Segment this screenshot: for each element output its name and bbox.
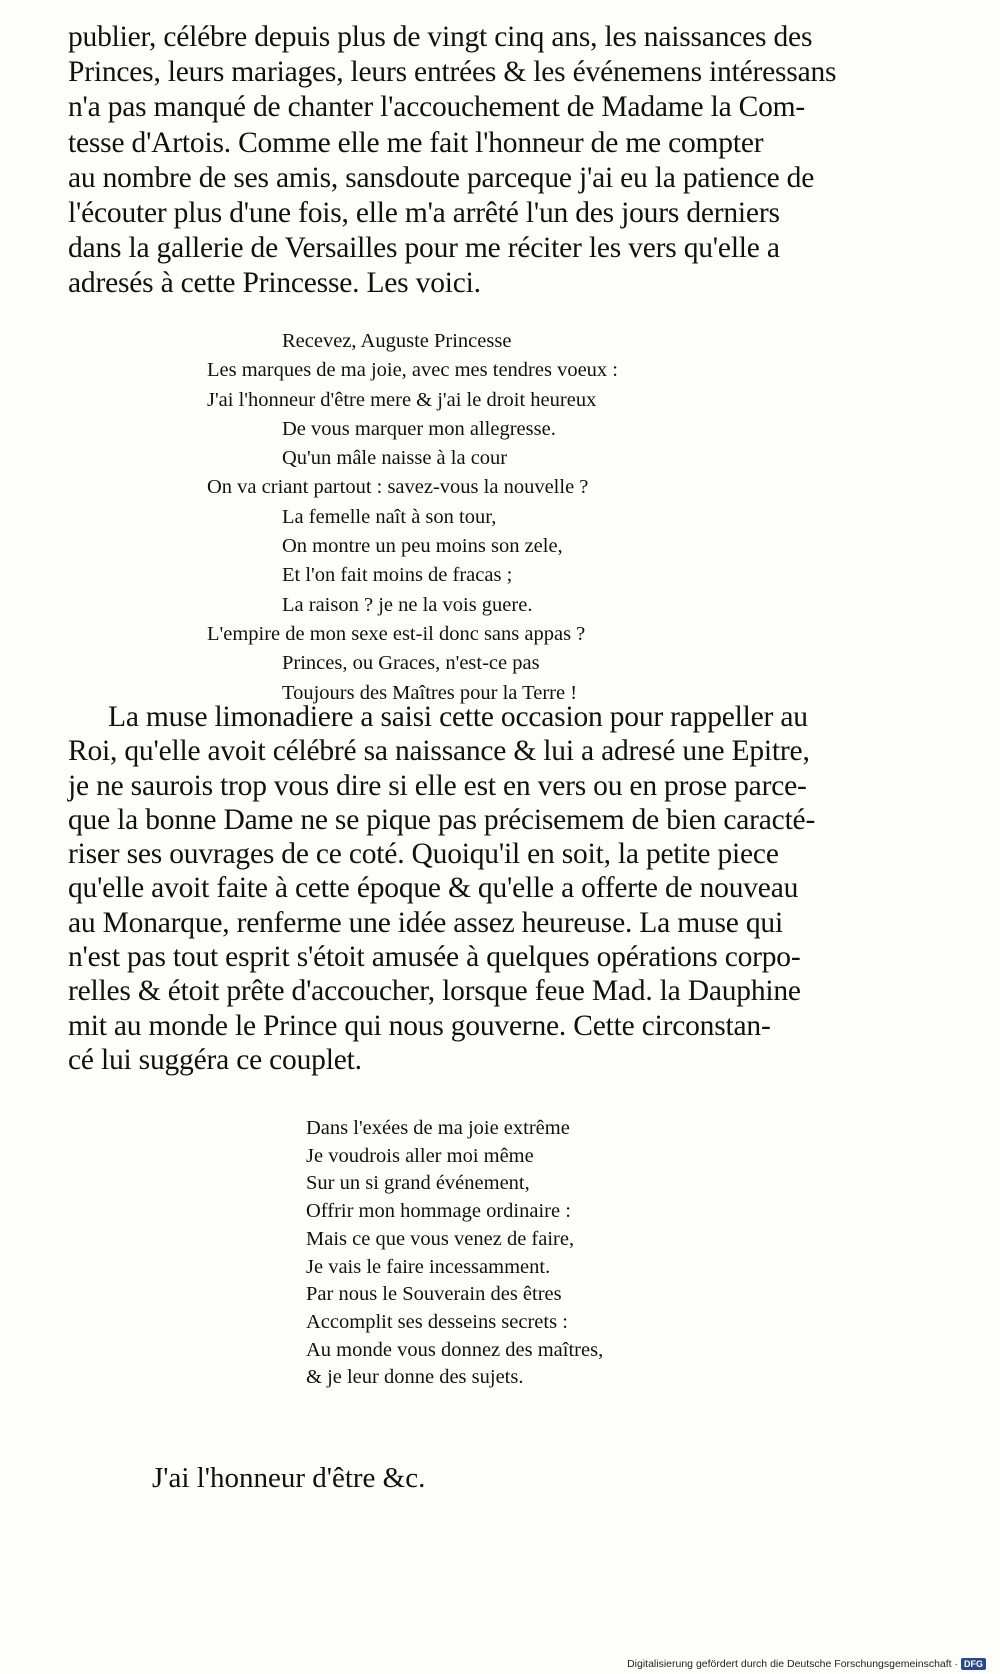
text-line: Roi, qu'elle avoit célébré sa naissance & lui a adresé une Epitre, bbox=[68, 735, 810, 768]
text-line: au nombre de ses amis, sansdoute parceque j'ai eu la patience de bbox=[68, 161, 815, 194]
verse-line: Princes, ou Graces, n'est-ce pas bbox=[282, 652, 540, 675]
verse-poem-1 bbox=[207, 327, 618, 708]
dfg-logo-icon: DFG bbox=[961, 1658, 986, 1670]
verse-line: Mais ce que vous venez de faire, bbox=[306, 1227, 575, 1250]
text-line: publier, célébre depuis plus de vingt cinq ans, les naissances des bbox=[68, 21, 813, 53]
text-line: qu'elle avoit faite à cette époque & qu'elle a offerte de nouveau bbox=[68, 872, 799, 905]
text-line: riser ses ouvrages de ce coté. Quoiqu'il en soit, la petite piece bbox=[68, 838, 779, 871]
verse-line: Au monde vous donnez des maîtres, bbox=[306, 1338, 604, 1361]
verse-line: J'ai l'honneur d'être mere & j'ai le droit heureux bbox=[207, 388, 597, 411]
verse-poem-2 bbox=[306, 1115, 603, 1392]
verse-line: On montre un peu moins son zele, bbox=[282, 535, 563, 558]
paragraph-1 bbox=[68, 20, 948, 302]
text-line: mit au monde le Prince qui nous gouverne. Cette circonstan- bbox=[68, 1009, 771, 1042]
digitization-credit bbox=[627, 1658, 986, 1670]
text-line: Princes, leurs mariages, leurs entrées & les événemens intéressans bbox=[68, 56, 837, 89]
verse-line: Recevez, Auguste Princesse bbox=[282, 330, 512, 352]
verse-line: Qu'un mâle naisse à la cour bbox=[282, 447, 508, 470]
verse-line: & je leur donne des sujets. bbox=[306, 1366, 524, 1389]
verse-line: L'empire de mon sexe est-il donc sans appas ? bbox=[207, 622, 586, 645]
verse-line: Je voudrois aller moi même bbox=[306, 1144, 534, 1167]
text-line: cé lui suggéra ce couplet. bbox=[68, 1043, 362, 1076]
verse-line: De vous marquer mon allegresse. bbox=[282, 417, 556, 440]
text-line: tesse d'Artois. Comme elle me fait l'honneur de me compter bbox=[68, 126, 764, 159]
text-line: l'écouter plus d'une fois, elle m'a arrêté l'un des jours derniers bbox=[68, 197, 780, 230]
text-line: relles & étoit prête d'accoucher, lorsque feue Mad. la Dauphine bbox=[68, 975, 801, 1008]
text-line: La muse limonadiere a saisi cette occasion pour rappeller au bbox=[108, 701, 808, 733]
paragraph-2 bbox=[68, 700, 948, 1077]
verse-line: Sur un si grand événement, bbox=[306, 1172, 530, 1195]
text-line: n'est pas tout esprit s'étoit amusée à quelques opérations corpo- bbox=[68, 941, 801, 974]
text-line: au Monarque, renferme une idée assez heureuse. La muse qui bbox=[68, 906, 783, 939]
text-line: je ne saurois trop vous dire si elle est en vers ou en prose parce- bbox=[68, 769, 807, 802]
verse-line: Accomplit ses desseins secrets : bbox=[306, 1310, 568, 1333]
verse-line: Par nous le Souverain des êtres bbox=[306, 1283, 562, 1306]
closing-salutation: J'ai l'honneur d'être &c. bbox=[152, 1462, 426, 1494]
verse-line: La raison ? je ne la vois guere. bbox=[282, 593, 533, 616]
verse-line: Je vais le faire incessamment. bbox=[306, 1255, 551, 1278]
footer-credit-text: Digitalisierung gefördert durch die Deutsche Forschungsgemeinschaft · bbox=[627, 1658, 958, 1670]
text-line: adresés à cette Princesse. Les voici. bbox=[68, 267, 481, 300]
verse-line: Les marques de ma joie, avec mes tendres voeux : bbox=[207, 359, 618, 382]
verse-line: Et l'on fait moins de fracas ; bbox=[282, 564, 513, 587]
verse-line: On va criant partout : savez-vous la nouvelle ? bbox=[207, 476, 589, 499]
verse-line: Toujours des Maîtres pour la Terre ! bbox=[282, 681, 578, 704]
text-line: dans la gallerie de Versailles pour me réciter les vers qu'elle a bbox=[68, 232, 780, 265]
text-line: n'a pas manqué de chanter l'accouchement de Madame la Com- bbox=[68, 91, 806, 124]
verse-line: Dans l'exées de ma joie extrême bbox=[306, 1117, 570, 1139]
verse-line: La femelle naît à son tour, bbox=[282, 505, 497, 528]
verse-line: Offrir mon hommage ordinaire : bbox=[306, 1200, 571, 1223]
text-line: que la bonne Dame ne se pique pas précisemem de bien caracté- bbox=[68, 803, 816, 836]
